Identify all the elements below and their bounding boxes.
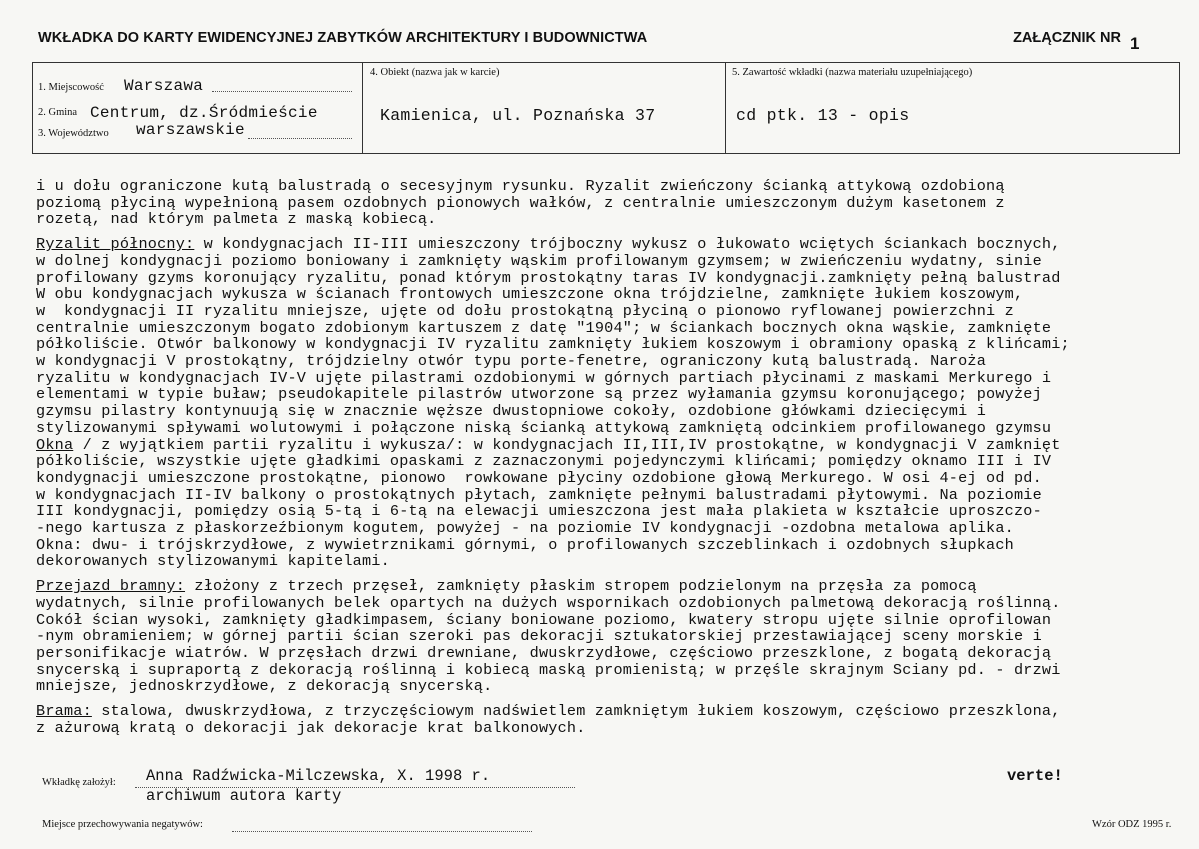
attachment-label: ZAŁĄCZNIK NR	[1013, 30, 1121, 46]
section-heading: Ryzalit północny:	[36, 235, 195, 254]
paragraph-text: / z wyjątkiem partii ryzalitu i wykusza/: w kondygnacjach II,III,IV prostokątne, w kondygnacji V zamknięt półkoliście, wszystkie ujęte gładkimi opaskami z zaznaczonymi pojedynczymi klińcami; pomiędzy oknamo III i IV kondygnacji umieszczone prostokątne, pionowo rowkowane płyciny ozdobione głową Merkurego. W osi 4-ej od pd. w kondygnacjach II-IV balkony o prostokątnych płytach, zamknięte pełnymi balustradami płytowymi. Na poziomie III kondygnacji, pomiędzy osią 5-tą i 6-tą na elewacji umieszczona jest mała plakieta w kształcie uproszczo- -nego kartusza z płaskorzeźbionym kogutem, powyżej - na poziomie IV kondygnacji -ozdobna metalowa aplika. Okna: dwu- i trójskrzydłowe, z wywietrznikami górnymi, o profilowanych szczeblinkach i ozdobnych słupkach dekorowanych stylizowanymi kapitelami.	[36, 435, 1061, 571]
miejscowosc-value: Warszawa	[124, 77, 204, 95]
author-label: Wkładkę założył:	[42, 777, 116, 788]
paragraph-windows	[36, 437, 1196, 571]
paragraph-north-avant-corps	[36, 236, 1196, 436]
paragraph-gateway-passage	[36, 578, 1196, 695]
obiekt-value: Kamienica, ul. Poznańska 37	[380, 106, 656, 125]
card-title: WKŁADKA DO KARTY EWIDENCYJNEJ ZABYTKÓW ARCHITEKTURY I BUDOWNICTWA	[38, 30, 648, 46]
negatives-label: Miejsce przechowywania negatywów:	[42, 819, 203, 830]
paragraph-gate	[36, 703, 1196, 736]
paragraph-text: stalowa, dwuskrzydłowa, z trzyczęściowym nadświetlem zamkniętym łukiem koszowym, częściowo przeszklona, z ażurową kratą o dekoracji jak dekoracje krat balkonowych.	[36, 702, 1061, 737]
gmina-value: Centrum, dz.Śródmieście	[90, 104, 318, 122]
section-heading: Brama:	[36, 702, 92, 721]
section-heading: Przejazd bramny:	[36, 577, 186, 596]
wojewodztwo-value: warszawskie	[136, 121, 245, 139]
gmina-label: 2. Gmina	[38, 107, 78, 118]
miejscowosc-label: 1. Miejscowość	[38, 82, 104, 93]
zawartosc-value: cd ptk. 13 - opis	[736, 106, 910, 125]
section-heading: Okna	[36, 435, 74, 454]
author-archive: archiwum autora karty	[146, 787, 342, 805]
description-text	[36, 178, 1196, 745]
dotted-line	[248, 137, 352, 139]
attachment-number: 1	[1130, 34, 1140, 53]
dotted-line	[232, 830, 532, 832]
paragraph-text: złożony z trzech przęseł, zamknięty płaskim stropem podzielonym na przęsła za pomocą wydatnych, silnie profilowanych belek opartych na dużych wspornikach ozdobionych palmetową dekoracją roślinną. Cokół ścian wysoki, zamknięty gładkimpasem, ściany boniowane poziomo, kwatery stropu ujęte silnie oprofilowan -nym obramieniem; w górnej partii ścian szeroki pas dekoracji sztukatorskiej przestawiającej sceny morskie i personifikacje wiatrów. W przęsłach drzwi drewniane, dwuskrzydłowe, częściowo przeszklone, z bogatą dekoracją snycerską i supraportą z dekoracją roślinną i kobiecą maską promienistą; w przęśle skrajnym Sciany pd. - drzwi mniejsze, jednoskrzydłowe, z dekoracją snycerską.	[36, 577, 1061, 696]
wojewodztwo-label: 3. Województwo	[38, 128, 109, 139]
zawartosc-label: 5. Zawartość wkładki (nazwa materiału uzupełniającego)	[732, 67, 973, 78]
paragraph-facade-top: i u dołu ograniczone kutą balustradą o secesyjnym rysunku. Ryzalit zwieńczony ścianką attykową ozdobioną poziomą płyciną wypełnioną pasem ozdobnych pionowych wałków, z centralnie umieszczonym dużym kasetonem z rozetą, nad którym palmeta z maską kobiecą.	[36, 177, 1005, 229]
author-value: Anna Radźwicka-Milczewska, X. 1998 r.	[146, 767, 491, 785]
obiekt-label: 4. Obiekt (nazwa jak w karcie)	[370, 67, 500, 78]
form-version: Wzór ODZ 1995 r.	[1092, 819, 1172, 830]
dotted-line	[212, 90, 352, 92]
paragraph-text: w kondygnacjach II-III umieszczony trójboczny wykusz o łukowato wciętych ściankach bocznych, w dolnej kondygnacji poziomo boniowany i zamknięty wąskim profilowanym gzymsem; w zwieńczeniu wydatny, sinie profilowany gzyms koronujący ryzalitu, ponad którym prostokątny taras IV kondygnacji.zamknięty pełną balustrad W obu kondygnacjach wykusza w ścianach frontowych umieszczone okna trójdzielne, zamknięte łukiem koszowym, w kondygnacji II ryzalitu mniejsze, ujęte od dołu prostokątną płyciną o pionowo ryflowanej powierzchni z centralnie umieszczonym bogato zdobionym kartuszem z datę "1904"; w ściankach bocznych okna wąskie, zamknięte półkoliście. Otwór balkonowy w kondygnacji IV ryzalitu zamknięty łukiem koszowym i obramiony opaską z klińcami; w kondygnacji V prostokątny, trójdzielny otwór typu porte-fenetre, ograniczony kutą balustradą. Naroża ryzalitu w kondygnacjach IV-V ujęte pilastrami ozdobionymi w górnych partiach płycinami z maskami Merkurego i elementami w typie buław; pseudokapitele pilastrów utworzone są przez wyłamania gzymsu koronującego; powyżej gzymsu pilastry kontynuują się w znacznie węższe dwustopniowe cokoły, ozdobione główkami dziecięcymi i stylizowanymi spływami wolutowymi i połączone niską ścianką attykową zamkniętą odcinkiem profilowanego gzymsu	[36, 235, 1070, 437]
verte-note: verte!	[1007, 767, 1063, 785]
